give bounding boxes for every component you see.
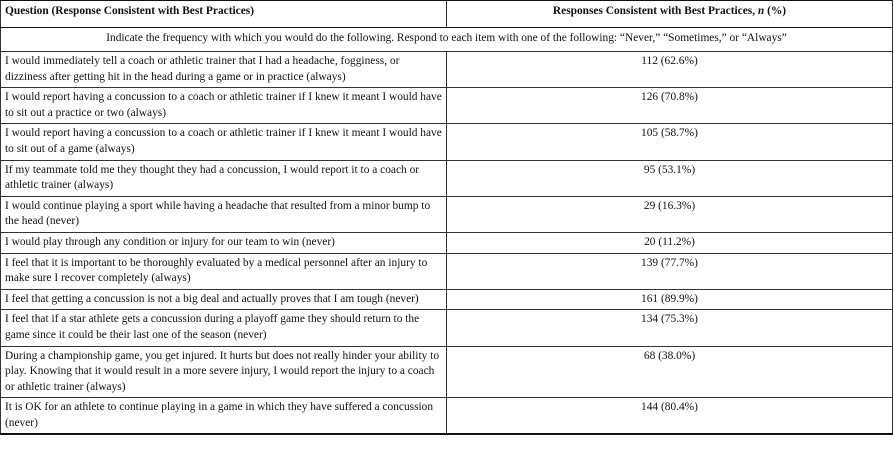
table-row: [1, 160, 893, 196]
response-cell: 126 (70.8%): [447, 88, 893, 124]
question-column-header: Question (Response Consistent with Best Practices): [1, 1, 447, 28]
table-row: [1, 346, 893, 398]
responses-header-prefix: Responses Consistent with Best Practices,: [552, 5, 758, 17]
question-cell: I feel that if a star athlete gets a concussion during a playoff game they should return to the game since it could be their last one of the season (never): [1, 310, 447, 346]
question-cell: I would play through any condition or injury for our team to win (never): [1, 232, 447, 253]
table-row: [1, 398, 893, 435]
question-cell: I feel that getting a concussion is not a big deal and actually proves that I am tough (never): [1, 289, 447, 310]
responses-header-suffix: (%): [764, 5, 787, 17]
response-cell: 139 (77.7%): [447, 253, 893, 289]
question-cell: During a championship game, you get injured. It hurts but does not really hinder your ability to play. Knowing that it would result in a more severe injury, I would report the injury to a coach or athletic trainer (always): [1, 346, 447, 398]
response-cell: 95 (53.1%): [447, 160, 893, 196]
table-row: [1, 52, 893, 88]
instruction-row: [1, 28, 893, 52]
table-row: [1, 232, 893, 253]
question-cell: If my teammate told me they thought they had a concussion, I would report it to a coach or athletic trainer (always): [1, 160, 447, 196]
response-cell: 68 (38.0%): [447, 346, 893, 398]
table-row: [1, 289, 893, 310]
question-cell: I would continue playing a sport while having a headache that resulted from a minor bump to the head (never): [1, 196, 447, 232]
responses-header-n: n: [757, 5, 765, 17]
response-cell: 144 (80.4%): [447, 398, 893, 435]
response-cell: 161 (89.9%): [447, 289, 893, 310]
table-row: [1, 253, 893, 289]
response-cell: 105 (58.7%): [447, 124, 893, 160]
responses-column-header: [447, 1, 893, 28]
response-cell: 20 (11.2%): [447, 232, 893, 253]
table-row: [1, 88, 893, 124]
table-row: [1, 124, 893, 160]
response-cell: 112 (62.6%): [447, 52, 893, 88]
table-row: [1, 310, 893, 346]
question-cell: I would immediately tell a coach or athletic trainer that I had a headache, fogginess, or dizziness after getting hit in the head during a game or in practice (always): [1, 52, 447, 88]
question-cell: I feel that it is important to be thoroughly evaluated by a medical personnel after an injury to make sure I recover completely (always): [1, 253, 447, 289]
table-row: [1, 196, 893, 232]
response-cell: 134 (75.3%): [447, 310, 893, 346]
instruction-text: Indicate the frequency with which you would do the following. Respond to each item with one of the following: “Never,” “Sometimes,” or “Always”: [1, 28, 893, 52]
question-cell: It is OK for an athlete to continue playing in a game in which they have suffered a concussion (never): [1, 398, 447, 435]
table-header-row: [1, 1, 893, 28]
question-cell: I would report having a concussion to a coach or athletic trainer if I knew it meant I would have to sit out of a game (always): [1, 124, 447, 160]
question-cell: I would report having a concussion to a coach or athletic trainer if I knew it meant I would have to sit out a practice or two (always): [1, 88, 447, 124]
response-cell: 29 (16.3%): [447, 196, 893, 232]
